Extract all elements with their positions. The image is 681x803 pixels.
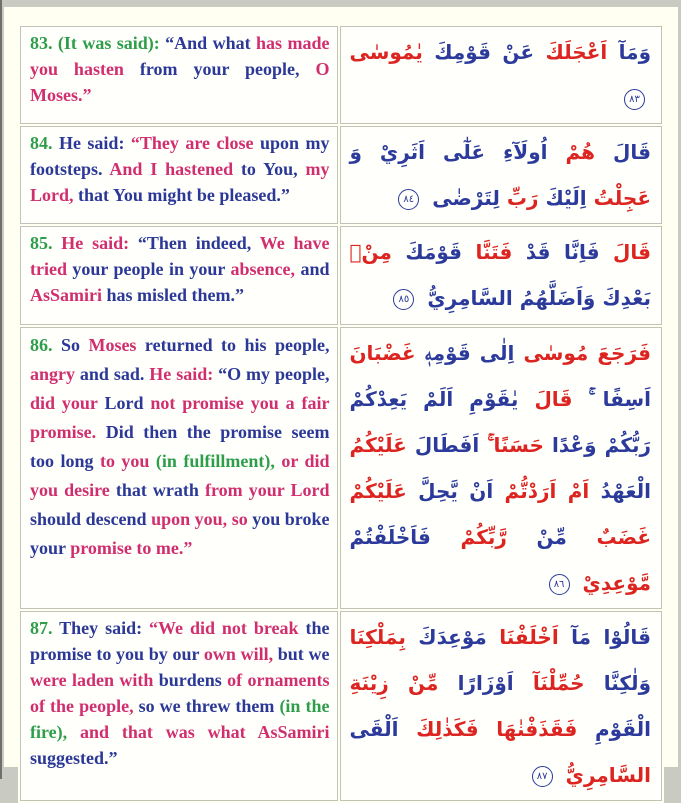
text-segment: قَالَ [613,240,652,264]
text-segment: فَقَذَفْنٰهَا [496,717,578,741]
text-segment: اَمْ اَرَدْتُّمْ [504,479,590,503]
text-segment: “O my people, [218,364,330,384]
text-segment: not promise you a fair promise. [30,393,330,442]
text-segment: my Lord, [30,159,330,205]
text-segment: burdens [158,670,222,690]
text-segment: (in the fire), [30,696,330,742]
text-segment: اَعْجَلَكَ [545,40,608,64]
verse-english-cell [20,327,338,609]
verse-english-cell [20,26,338,124]
text-segment: from your people, [139,59,300,79]
text-segment: بَعْدِكَ وَاَضَلَّهُمُ السَّامِرِيُّ [427,286,651,310]
text-segment: اَنْ يَّحِلَّ [418,479,494,503]
verse-english-cell [20,226,338,325]
verse-arabic-cell [340,126,662,224]
text-segment: returned to his people, [144,335,330,355]
text-segment: that wrath [115,480,199,500]
text-segment: O Moses.” [30,59,330,105]
text-segment: اَلْقَى [349,717,399,741]
verse-arabic-text [349,614,651,798]
text-segment: Lord [104,393,144,413]
text-segment: هُمْ [565,140,596,164]
text-segment: your people in your [72,259,226,279]
ayah-end-marker: ٨٧ [532,766,553,787]
text-segment: that You might be pleased.” [78,185,290,205]
verse-english-cell [20,126,338,224]
text-segment: حَسَنًا ۚ [487,433,544,457]
text-segment: from your Lord [204,480,330,500]
text-segment: They said: [59,618,143,638]
text-segment: 85. [30,233,53,253]
text-segment: And I hastened [109,159,234,179]
text-segment: بِمَلْكِنَا [349,625,406,649]
text-segment: and that was what AsSamiri [80,722,330,742]
text-segment: absence, [230,259,296,279]
text-segment: upon you, so [151,509,248,529]
text-segment: قَالَ [613,140,652,164]
text-segment: الْقَوْمِ [595,717,651,741]
text-segment: السَّامِرِيُّ [565,763,651,787]
text-segment: did your [30,393,98,413]
text-segment: غَضْبَانَ [349,341,416,365]
text-segment: لِتَرْضٰى [432,186,500,210]
text-segment: اَسِفًا ۚ [588,387,651,411]
verse-english-text [30,230,329,308]
text-segment: 83. (It was said): [30,33,160,53]
verse-arabic-cell [340,26,662,124]
text-segment: عَلَيْكُمُ [349,433,407,457]
verses-table-body [20,26,662,801]
text-segment: has made you hasten [30,33,330,79]
text-segment: رَّبِّكُمْ [460,525,507,549]
text-segment: promise to me.” [70,538,193,558]
verse-english-text [30,30,329,108]
text-segment: يٰمُوسٰى [349,40,423,64]
ayah-end-marker: ٨٦ [549,574,570,595]
text-segment: فَرَجَعَ مُوسٰى [523,341,651,365]
text-segment: يٰقَوْمِ اَلَمْ يَعِدْكُمْ رَبُّكُمْ وَعْدًا [349,387,651,457]
text-segment: So [60,335,80,355]
text-segment: He said: [58,133,125,153]
text-segment: has misled them.” [106,285,245,305]
text-segment: Did then the promise seem too long [30,422,330,471]
text-segment: to You, [240,159,298,179]
text-segment: “We did not break [149,618,299,638]
text-segment: own will, [203,644,274,664]
text-segment: قَوْمَكَ [405,240,462,264]
verse-row [20,226,662,325]
text-segment: the promise to you by our [30,618,330,664]
text-segment: and [300,259,330,279]
text-segment: or did you desire [30,451,330,500]
text-segment: حُمِّلْنَآ [532,671,585,695]
verses-table [18,24,664,803]
ayah-end-marker: ٨٣ [624,89,645,110]
text-segment: فَكَذٰلِكَ [416,717,479,741]
text-segment: We have tried [30,233,330,279]
text-segment: so we threw them [138,696,275,716]
text-segment: الْعَهْدُ [600,479,652,503]
text-segment: مِنْۢ [349,240,392,264]
text-segment: عَلَيْكُمْ غَضَبٌ [349,479,652,549]
text-segment: and sad. [79,364,145,384]
text-segment: اِلَيْكَ [545,186,587,210]
text-segment: you broke your [30,509,330,558]
text-segment: فَتَنَّا [475,240,513,264]
text-segment: “They are close [130,133,254,153]
verse-arabic-text [349,29,651,121]
text-segment: اَفَطَالَ [414,433,480,457]
text-segment: Moses [88,335,137,355]
document-page [4,7,678,787]
text-segment: مَّوْعِدِيْ [582,571,651,595]
verse-arabic-text [349,229,651,321]
text-segment: suggested.” [30,748,118,768]
verse-row [20,611,662,801]
text-segment: رَبِّ [506,186,539,210]
text-segment: AsSamiri [30,285,102,305]
verse-row [20,327,662,609]
text-segment: وَلٰكِنَّا [603,671,651,695]
text-segment: 84. [30,133,53,153]
ayah-end-marker: ٨٤ [398,189,419,210]
text-segment: عَنْ قَوْمِكَ [434,40,535,64]
text-segment: but we [277,644,330,664]
verse-english-text [30,615,329,771]
verse-english-cell [20,611,338,801]
text-segment: (in fulfillment), [155,451,275,471]
verse-arabic-text [349,129,651,221]
text-segment: قَالُوْا مَآ [571,625,651,649]
verse-arabic-cell [340,327,662,609]
text-segment: of ornaments of the people, [30,670,330,716]
text-segment: اُولَآءِ عَلٰٓى اَثَرِيْ وَ [349,140,548,164]
text-segment: to you [99,451,150,471]
text-segment: فَاَخْلَفْتُمْ [349,525,431,549]
verse-arabic-text [349,330,651,606]
text-segment: He said: [149,364,214,384]
text-segment: 86. [30,335,53,355]
text-segment: فَاِنَّا قَدْ [525,240,600,264]
text-segment: قَالَ [534,387,573,411]
text-segment: angry [30,364,75,384]
text-segment: 87. [30,618,53,638]
text-segment: عَجِلْتُ [593,186,651,210]
text-segment: He said: [61,233,130,253]
text-segment: “And what [165,33,251,53]
verse-arabic-cell [340,226,662,325]
verse-english-text [30,331,329,563]
text-segment: “Then indeed, [137,233,252,253]
verse-row [20,126,662,224]
text-segment: should descend [30,509,147,529]
verse-arabic-cell [340,611,662,801]
text-segment: وَمَآ [618,40,651,64]
ayah-end-marker: ٨٥ [393,289,414,310]
verse-english-text [30,130,329,208]
text-segment: were laden with [30,670,154,690]
text-segment: مِّنْ زِيْنَةِ [349,671,439,695]
text-segment: اِلٰى قَوْمِهٖ [424,341,515,365]
text-segment: مَوْعِدَكَ [418,625,487,649]
text-segment: مِّنْ [536,525,567,549]
verse-row [20,26,662,124]
text-segment: upon my footsteps. [30,133,330,179]
text-segment: اَوْزَارًا [457,671,514,695]
text-segment: اَخْلَفْنَا [499,625,559,649]
